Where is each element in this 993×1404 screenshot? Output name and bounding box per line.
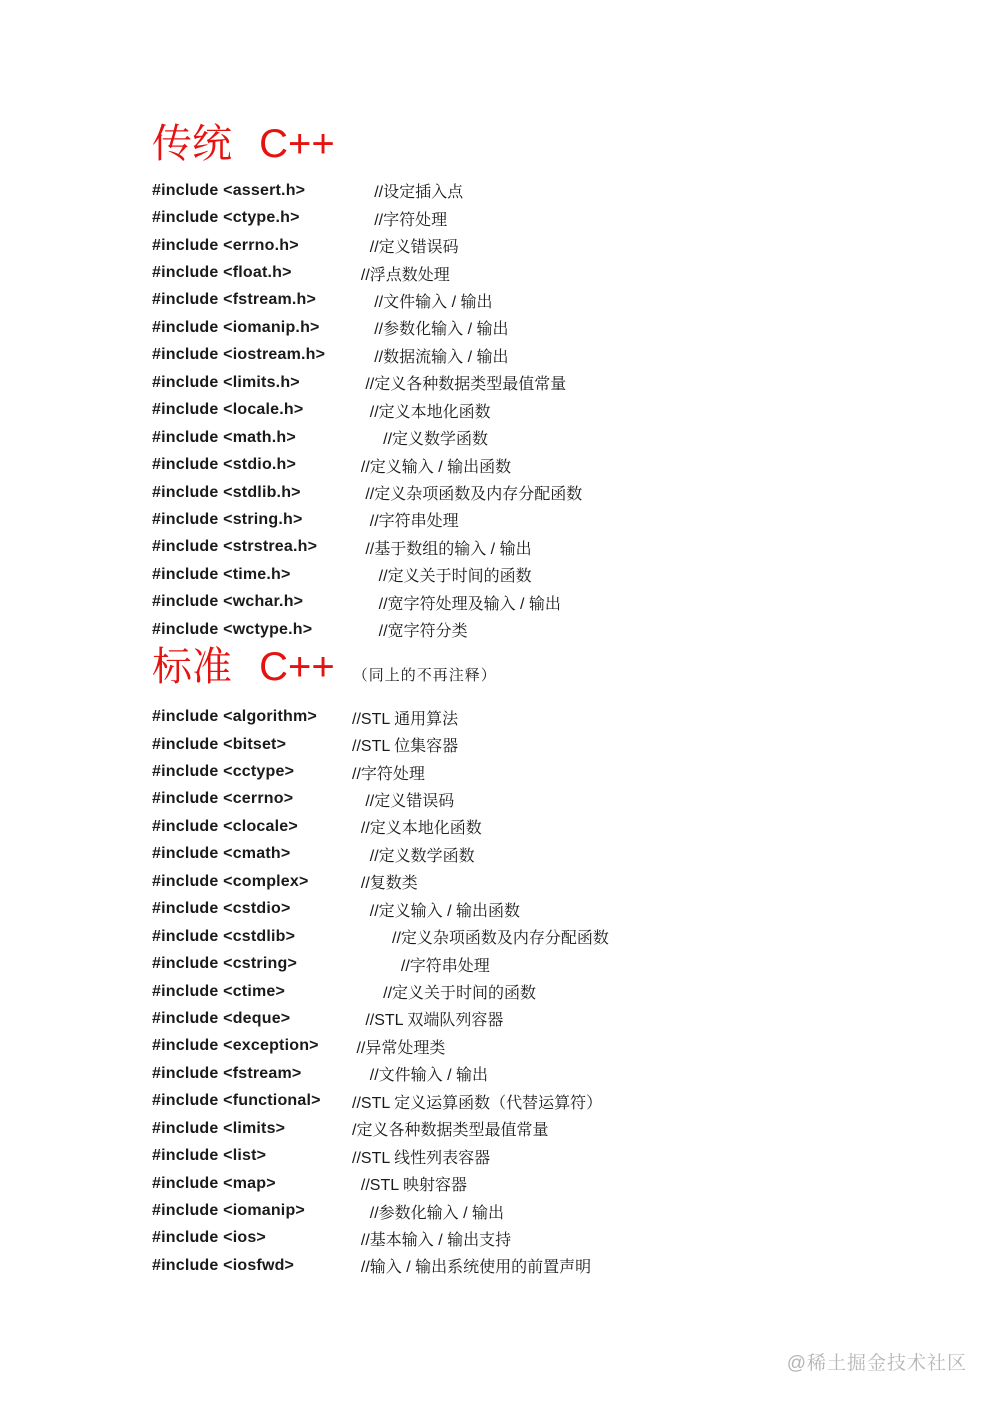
include-directive: #include <cerrno> [152,790,294,808]
include-row [152,1170,993,1197]
include-row [152,950,993,977]
include-row [152,342,993,369]
include-comment: /定义各种数据类型最值常量 [352,1122,549,1140]
include-comment: //字符处理 [352,211,448,229]
include-row [152,731,993,758]
include-comment: //定义本地化函数 [352,820,482,838]
include-row [152,1115,993,1142]
include-comment: //STL 通用算法 [352,710,459,728]
include-directive: #include <exception> [152,1037,319,1055]
include-directive: #include <iomanip> [152,1202,305,1220]
include-directive: #include <fstream> [152,1064,302,1082]
include-comment: //字符处理 [352,765,425,783]
include-row [152,177,993,204]
include-row [152,589,993,616]
include-comment: //异常处理类 [352,1039,446,1057]
include-directive: #include <wctype.h> [152,620,313,638]
include-row [152,1060,993,1087]
include-row [152,786,993,813]
include-row [152,1252,993,1279]
include-directive: #include <algorithm> [152,708,317,726]
include-comment: //定义错误码 [352,792,455,810]
include-row [152,397,993,424]
include-row [152,451,993,478]
include-comment: //定义关于时间的函数 [352,985,537,1003]
include-row [152,841,993,868]
include-comment: //定义关于时间的函数 [352,568,532,586]
include-comment: //输入 / 输出系统使用的前置声明 [352,1259,592,1277]
include-directive: #include <ctype.h> [152,209,300,227]
include-directive: #include <string.h> [152,510,303,528]
include-directive: #include <functional> [152,1092,321,1110]
include-row [152,424,993,451]
include-comment: //数据流输入 / 输出 [352,348,509,366]
include-row [152,1197,993,1224]
include-directive: #include <limits> [152,1119,286,1137]
include-comment: //参数化输入 / 输出 [352,321,509,339]
include-directive: #include <limits.h> [152,373,300,391]
include-row [152,232,993,259]
include-directive: #include <ios> [152,1229,266,1247]
include-comment: //STL 定义运算函数（代替运算符） [352,1094,603,1112]
include-row [152,616,993,643]
include-comment: //STL 位集容器 [352,738,459,756]
include-comment: //基本输入 / 输出支持 [352,1231,512,1249]
include-directive: #include <complex> [152,872,309,890]
include-row [152,1225,993,1252]
include-directive: #include <wchar.h> [152,593,304,611]
include-comment: //定义本地化函数 [352,403,491,421]
include-list-standard [152,703,993,1279]
include-row [152,1033,993,1060]
include-directive: #include <cstdio> [152,900,291,918]
section-note: （同上的不再注释） [352,667,497,685]
include-comment: //定义输入 / 输出函数 [352,458,512,476]
include-comment: //参数化输入 / 输出 [352,1204,505,1222]
include-directive: #include <bitset> [152,735,287,753]
include-row [152,259,993,286]
include-comment: //定义数学函数 [352,431,489,449]
include-directive: #include <map> [152,1174,276,1192]
include-row [152,703,993,730]
section-title-standard-cpp [152,643,993,700]
include-directive: #include <assert.h> [152,181,306,199]
include-comment: //设定插入点 [352,184,464,202]
include-directive: #include <clocale> [152,817,298,835]
include-comment: //浮点数处理 [352,266,450,284]
include-row [152,1088,993,1115]
include-row [152,287,993,314]
watermark: @稀土掘金技术社区 [786,1353,967,1374]
include-row [152,923,993,950]
include-directive: #include <iosfwd> [152,1256,295,1274]
include-directive: #include <errno.h> [152,236,299,254]
include-row [152,813,993,840]
include-directive: #include <fstream.h> [152,291,317,309]
include-comment: //定义杂项函数及内存分配函数 [352,930,609,948]
include-list-traditional [152,177,993,643]
include-comment: //STL 映射容器 [352,1177,467,1195]
include-directive: #include <cstring> [152,955,297,973]
include-row [152,561,993,588]
include-directive: #include <cctype> [152,763,295,781]
section-title-text: 标准 C++ [152,645,335,690]
include-comment: //定义错误码 [352,239,459,257]
include-row [152,204,993,231]
include-directive: #include <cmath> [152,845,291,863]
include-row [152,506,993,533]
include-comment: //定义数学函数 [352,847,475,865]
include-directive: #include <math.h> [152,428,296,446]
include-directive: #include <strstrea.h> [152,538,318,556]
include-row [152,978,993,1005]
include-row [152,369,993,396]
include-comment: //宽字符处理及输入 / 输出 [352,595,561,613]
include-comment: //文件输入 / 输出 [352,1067,489,1085]
include-row [152,1005,993,1032]
include-directive: #include <ctime> [152,982,286,1000]
include-comment: //STL 线性列表容器 [352,1149,491,1167]
include-comment: //宽字符分类 [352,623,468,641]
include-directive: #include <list> [152,1147,267,1165]
include-comment: //复数类 [352,875,418,893]
include-row [152,868,993,895]
include-row [152,896,993,923]
include-comment: //定义各种数据类型最值常量 [352,376,567,394]
include-comment: //STL 双端队列容器 [352,1012,504,1030]
include-row [152,479,993,506]
include-directive: #include <float.h> [152,264,292,282]
include-comment: //文件输入 / 输出 [352,293,493,311]
include-row [152,1142,993,1169]
include-directive: #include <stdio.h> [152,456,297,474]
section-title-traditional-cpp [152,120,993,168]
include-directive: #include <iostream.h> [152,346,326,364]
include-directive: #include <iomanip.h> [152,318,320,336]
include-row [152,758,993,785]
include-directive: #include <time.h> [152,565,291,583]
include-directive: #include <deque> [152,1009,291,1027]
include-row [152,534,993,561]
include-comment: //定义杂项函数及内存分配函数 [352,486,583,504]
include-comment: //定义输入 / 输出函数 [352,902,521,920]
include-row [152,314,993,341]
include-directive: #include <cstdlib> [152,927,296,945]
section-title-text: 传统 C++ [152,122,335,166]
include-comment: //字符串处理 [352,957,490,975]
include-comment: //字符串处理 [352,513,459,531]
include-comment: //基于数组的输入 / 输出 [352,540,532,558]
include-directive: #include <locale.h> [152,401,304,419]
include-directive: #include <stdlib.h> [152,483,301,501]
